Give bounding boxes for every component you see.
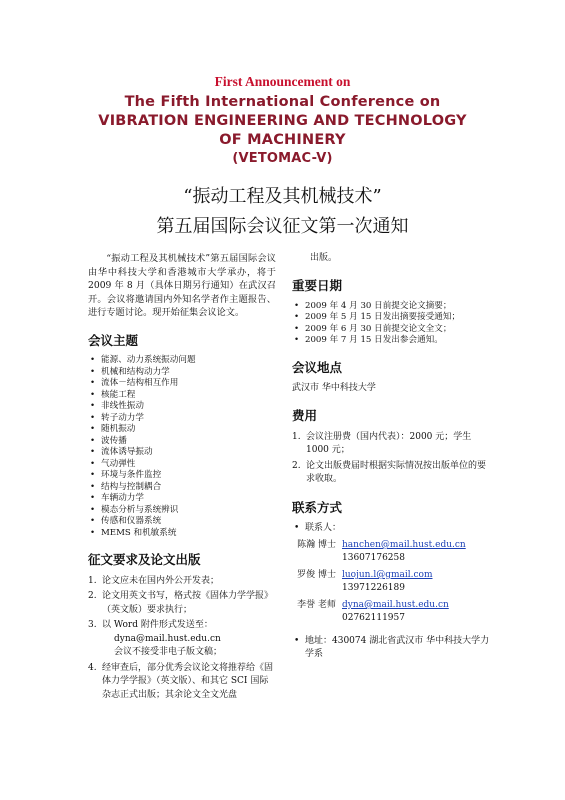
contact-phone: 13971226189	[342, 583, 405, 593]
list-item: • 能源、动力系统振动问题	[88, 355, 276, 367]
contact-name: 李誉 老师	[297, 600, 336, 610]
list-item: • 转子动力学	[88, 413, 276, 425]
list-item: • 模态分析与系统辨识	[88, 505, 276, 517]
list-item: • 流体诱导振动	[88, 447, 276, 459]
fees-heading: 费用	[292, 408, 318, 423]
item-number: 3.	[88, 620, 97, 630]
list-item: • 波传播	[88, 436, 276, 448]
contact-heading: 联系方式	[292, 499, 343, 515]
list-item: • 环境与条件监控	[88, 470, 276, 482]
list-item: • 随机振动	[88, 424, 276, 436]
contact-name: 罗俊 博士	[297, 570, 336, 580]
venue-heading: 会议地点	[292, 359, 343, 375]
list-item: • 2009 年 4 月 30 日前提交论文摘要；	[292, 301, 492, 313]
list-item: • 气动弹性	[88, 459, 276, 471]
list-item: • 机械和结构动力学	[88, 367, 276, 379]
right-column	[292, 252, 492, 661]
list-item: • 2009 年 5 月 15 日发出摘要接受通知；	[292, 312, 492, 324]
submission-email[interactable]: dyna@mail.hust.edu.cn	[114, 633, 221, 644]
contact-name: 陈瀚 博士	[297, 540, 336, 550]
contact-email-link[interactable]: hanchen@mail.hust.edu.cn	[342, 540, 466, 550]
conference-title-line1: The Fifth International Conference on	[124, 94, 441, 110]
contact-person	[292, 539, 492, 552]
list-item: • 车辆动力学	[88, 493, 276, 505]
contact-address: • 地址：430074 湖北省武汉市 华中科技大学力学系	[292, 635, 492, 661]
announcement-label: First Announcement on	[214, 74, 351, 89]
intro-paragraph: “振动工程及其机械技术”第五届国际会议由华中科技大学和香港城市大学承办，将于 2009 年 8 月（具体日期另行通知）在武汉召开。会议将邀请国内外知名学者作主题报告、进行专题讨论。现开始征集会议论文。	[88, 253, 276, 318]
list-item	[292, 431, 492, 458]
list-item: • 2009 年 6 月 30 日前提交论文全文；	[292, 324, 492, 336]
list-item: • 结构与控制耦合	[88, 482, 276, 494]
list-item	[88, 662, 276, 703]
list-item	[88, 619, 276, 660]
item-number: 1.	[88, 575, 97, 586]
list-item: • 传感和仪器系统	[88, 516, 276, 528]
list-item: • 非线性振动	[88, 401, 276, 413]
list-item: • MEMS 和机敏系统	[88, 528, 276, 540]
item-note: 会议不接受非电子版文稿；	[114, 647, 223, 657]
list-item	[292, 460, 492, 487]
requirements-heading: 征文要求及论文出版	[88, 552, 201, 567]
contact-person	[292, 599, 492, 612]
fees-list	[292, 431, 492, 487]
requirements-list	[88, 575, 276, 703]
list-item	[88, 575, 276, 589]
conference-title-line3: OF MACHINERY	[219, 132, 346, 148]
item-text: 论文出版费届时根据实际情况按出版单位的要求收取。	[306, 460, 487, 484]
item-text: 以 Word 附件形式发送至：	[102, 620, 213, 630]
dates-list	[292, 301, 492, 347]
contact-phone: 02762111957	[342, 613, 405, 623]
topics-heading: 会议主题	[88, 332, 139, 348]
item-number: 2.	[88, 591, 97, 601]
item-number: 2.	[292, 460, 301, 471]
left-column	[88, 252, 276, 704]
requirements-continued: 出版。	[310, 253, 338, 263]
conference-abbreviation: (VETOMAC-V)	[232, 151, 333, 166]
dates-heading: 重要日期	[292, 278, 343, 293]
item-number: 1.	[292, 431, 301, 442]
chinese-title-line1: “振动工程及其机械技术”	[183, 186, 382, 207]
list-item	[88, 590, 276, 617]
item-text: 论文应未在国内外公开发表；	[102, 575, 220, 586]
item-text: 经审查后，部分优秀会议论文将推荐给《固体力学学报》（英文版）、和其它 SCI 国际杂志正式出版；其余论文全文光盘	[102, 662, 274, 700]
item-text: 会议注册费（国内代表）：2000 元；学生 1000 元；	[306, 431, 472, 455]
list-item: • 核能工程	[88, 390, 276, 402]
item-text: 论文用英文书写，格式按《固体力学学报》（英文版）要求执行；	[102, 591, 274, 615]
contact-person	[292, 569, 492, 582]
venue-text: 武汉市 华中科技大学	[292, 383, 376, 393]
contact-email-link[interactable]: luojun.l@gmail.com	[342, 570, 433, 580]
item-number: 4.	[88, 662, 97, 673]
contact-label: • 联系人：	[292, 522, 492, 535]
topics-list	[88, 355, 276, 539]
contact-phone: 13607176258	[342, 553, 405, 563]
chinese-title-line2: 第五届国际会议征文第一次通知	[156, 216, 409, 237]
conference-title-line2: VIBRATION ENGINEERING AND TECHNOLOGY	[98, 113, 467, 129]
contact-email-link[interactable]: dyna@mail.hust.edu.cn	[342, 600, 449, 610]
list-item: • 2009 年 7 月 15 日发出参会通知。	[292, 335, 492, 347]
list-item: • 流体－结构相互作用	[88, 378, 276, 390]
